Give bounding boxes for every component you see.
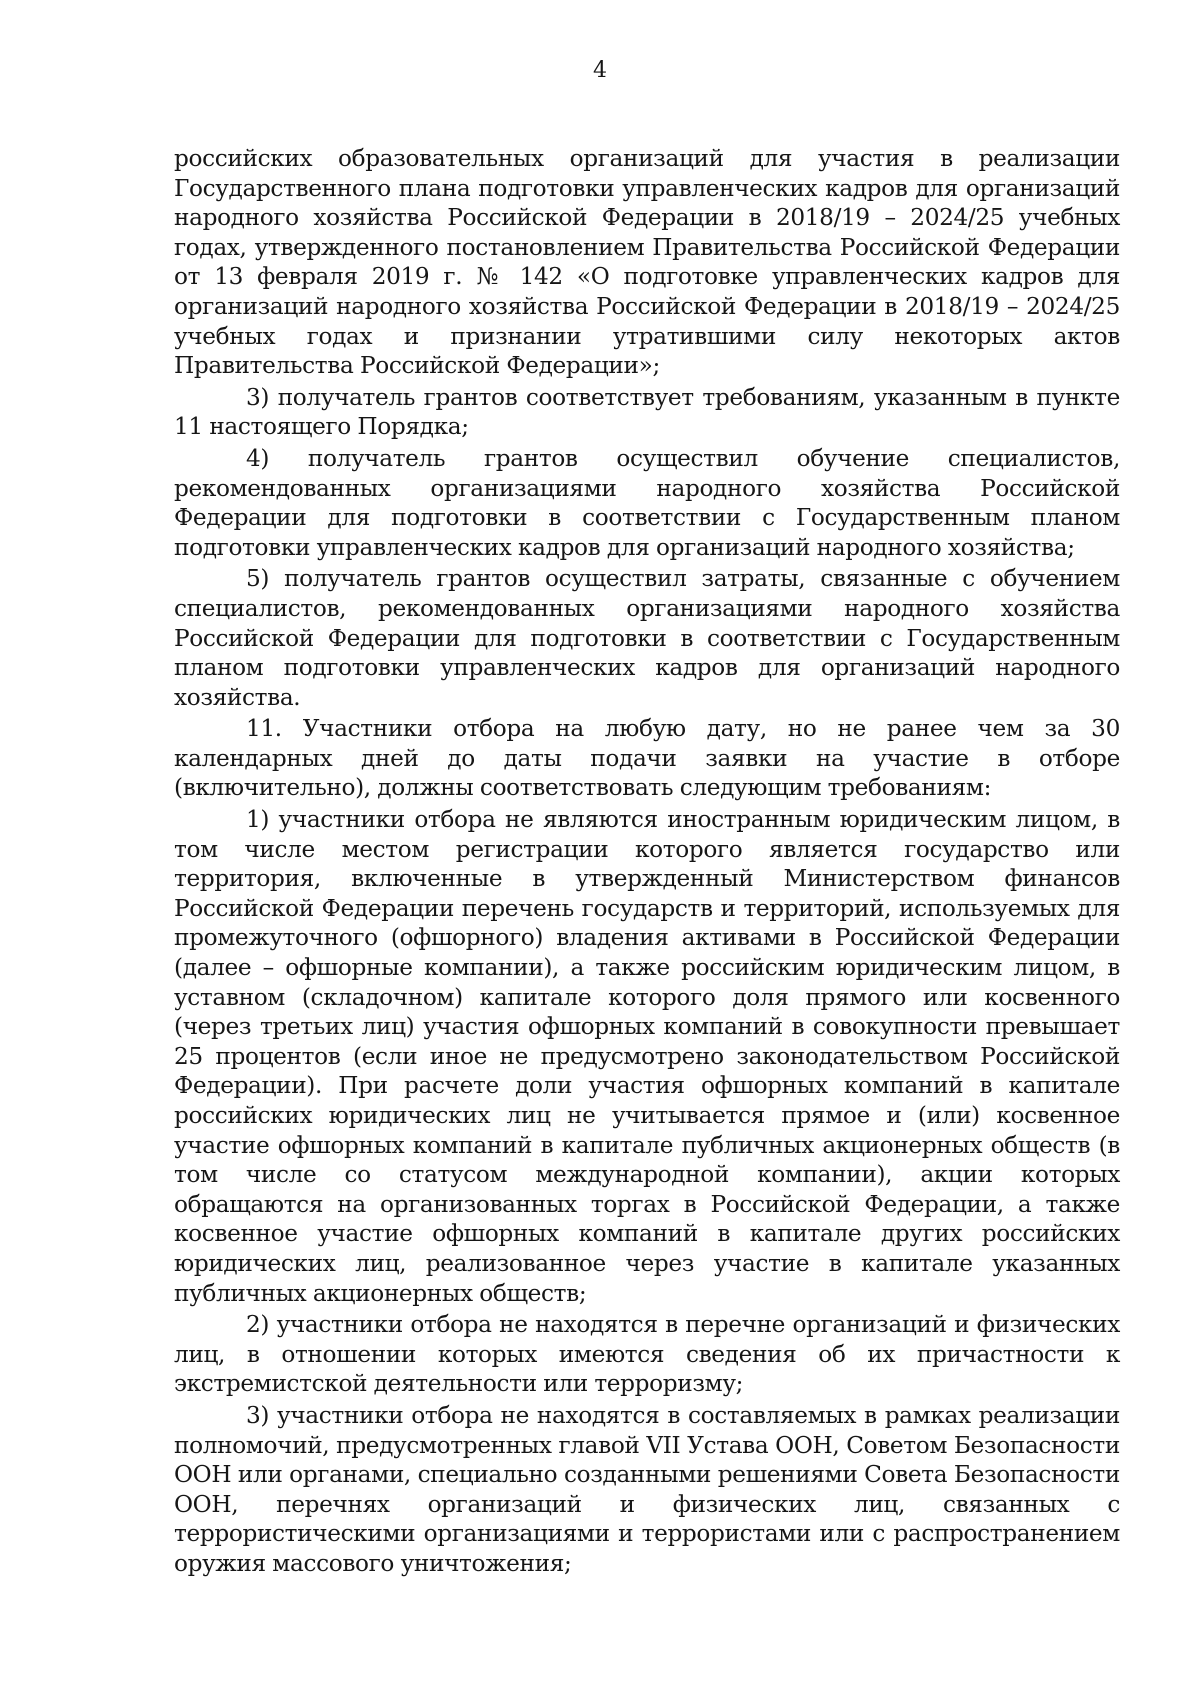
document-body	[174, 144, 1120, 1581]
paragraph-continuation: российских образовательных организаций для участия в реализации Государственного плана подготовки управленческих кадров для организаций народного хозяйства Российской Федерации в 2018/19 – 2024/25 учебных годах, утвержденного постановлением Правительства Российской Федерации от 13 февраля 2019 г. № 142 «О подготовке управленческих кадров для организаций народного хозяйства Российской Федерации в 2018/19 – 2024/25 учебных годах и признании утратившими силу некоторых актов Правительства Российской Федерации»;	[174, 145, 1120, 380]
paragraph-requirement-1: 1) участники отбора не являются иностранным юридическим лицом, в том числе местом регистрации которого является государство или территория, включенные в утвержденный Министерством финансов Российской Федерации перечень государств и территорий, используемых для промежуточного (офшорного) владения активами в Российской Федерации (далее – офшорные компании), а также российским юридическим лицом, в уставном (складочном) капитале которого доля прямого или косвенного (через третьих лиц) участия офшорных компаний в совокупности превышает 25 процентов (если иное не предусмотрено законодательством Российской Федерации). При расчете доли участия офшорных компаний в капитале российских юридических лиц не учитывается прямое и (или) косвенное участие офшорных компаний в капитале публичных акционерных обществ (в том числе со статусом международной компании), акции которых обращаются на организованных торгах в Российской Федерации, а также косвенное участие офшорных компаний в капитале других российских юридических лиц, реализованное через участие в капитале указанных публичных акционерных обществ;	[174, 806, 1120, 1307]
paragraph-requirement-3: 3) участники отбора не находятся в составляемых в рамках реализации полномочий, предусмотренных главой VII Устава ООН, Советом Безопасности ООН или органами, специально созданными решениями Совета Безопасности ООН, перечнях организаций и физических лиц, связанных с террористическими организациями и террористами или с распространением оружия массового уничтожения;	[174, 1401, 1120, 1577]
page-number: 4	[593, 58, 607, 83]
paragraph-section-11: 11. Участники отбора на любую дату, но не ранее чем за 30 календарных дней до даты подачи заявки на участие в отборе (включительно), должны соответствовать следующим требованиям:	[174, 715, 1120, 802]
paragraph-item-4: 4) получатель грантов осуществил обучение специалистов, рекомендованных организациями народного хозяйства Российской Федерации для подготовки в соответствии с Государственным планом подготовки управленческих кадров для организаций народного хозяйства;	[174, 444, 1120, 561]
paragraph-item-3: 3) получатель грантов соответствует требованиям, указанным в пункте 11 настоящего Порядка;	[174, 383, 1120, 441]
paragraph-requirement-2: 2) участники отбора не находятся в перечне организаций и физических лиц, в отношении которых имеются сведения об их причастности к экстремистской деятельности или терроризму;	[174, 1311, 1120, 1398]
paragraph-item-5: 5) получатель грантов осуществил затраты, связанные с обучением специалистов, рекомендованных организациями народного хозяйства Российской Федерации для подготовки в соответствии с Государственным планом подготовки управленческих кадров для организаций народного хозяйства.	[174, 565, 1120, 711]
